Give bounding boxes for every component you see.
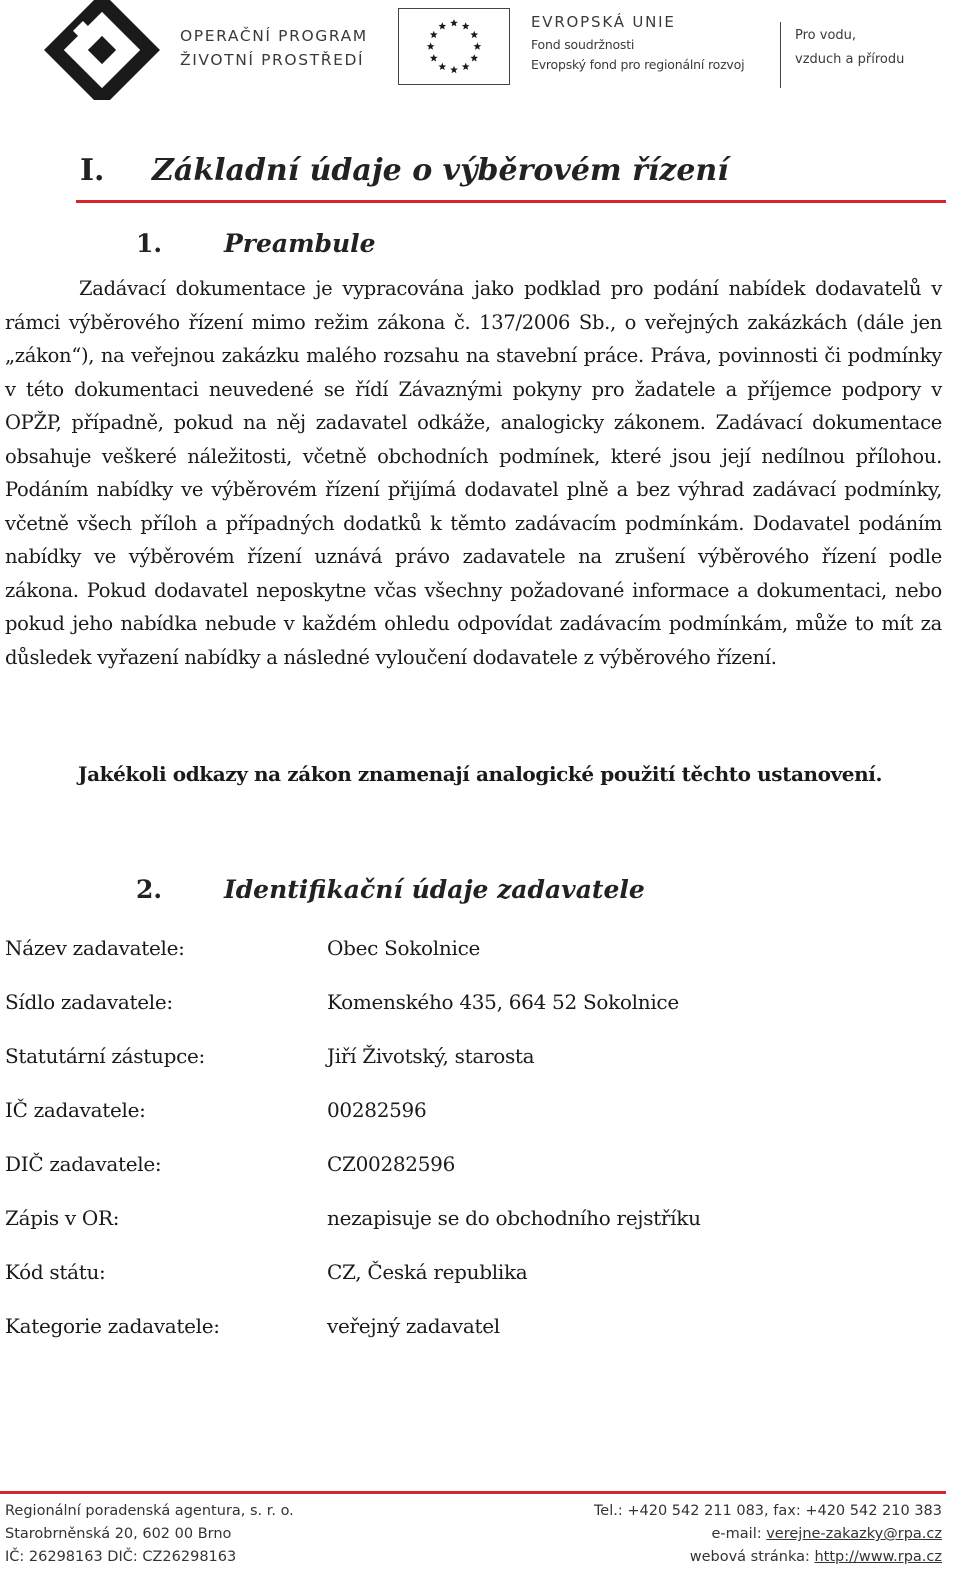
section-heading xyxy=(80,153,729,188)
info-label: Kód státu: xyxy=(5,1260,106,1284)
subsection-title: Preambule xyxy=(224,229,376,258)
section-number: I. xyxy=(80,153,105,188)
footer-phone: Tel.: +420 542 211 083, fax: +420 542 210 383 xyxy=(593,1503,942,1519)
info-row xyxy=(5,1206,945,1260)
footer-rule xyxy=(0,1491,946,1494)
info-row xyxy=(5,1260,945,1314)
info-label: Zápis v OR: xyxy=(5,1206,120,1230)
info-row xyxy=(5,1098,945,1152)
footer-company: Regionální poradenská agentura, s. r. o. xyxy=(5,1503,294,1519)
header-divider xyxy=(780,22,781,88)
info-label: Statutární zástupce: xyxy=(5,1044,205,1068)
eu-star-icon xyxy=(473,42,481,49)
info-value: Obec Sokolnice xyxy=(327,936,481,960)
subsection-heading-identification xyxy=(136,875,645,904)
motto xyxy=(795,24,904,72)
footer-address: Starobrněnská 20, 602 00 Brno xyxy=(5,1526,232,1542)
preamble-paragraph xyxy=(5,272,942,674)
eu-star-icon xyxy=(438,63,446,70)
footer-ids: IČ: 26298163 DIČ: CZ26298163 xyxy=(5,1549,237,1565)
eu-fund-1: Fond soudržnosti xyxy=(531,37,635,52)
eu-star-icon xyxy=(470,31,478,38)
footer-web-line xyxy=(594,1546,942,1569)
document-header xyxy=(0,0,960,110)
footer-email-link[interactable]: verejne-zakazky@rpa.cz xyxy=(766,1526,942,1542)
eu-star-icon xyxy=(430,54,438,61)
info-row xyxy=(5,1044,945,1098)
info-label: Kategorie zadavatele: xyxy=(5,1314,220,1338)
op-line-1: OPERAČNÍ PROGRAM xyxy=(180,27,368,45)
info-value: veřejný zadavatel xyxy=(327,1314,500,1338)
eu-flag-logo xyxy=(398,8,510,85)
subsection-number: 1. xyxy=(136,229,163,258)
info-value: nezapisuje se do obchodního rejstříku xyxy=(327,1206,701,1230)
eu-fund-2: Evropský fond pro regionální rozvoj xyxy=(531,57,745,72)
section-rule xyxy=(76,200,946,203)
footer-email-line xyxy=(594,1523,942,1546)
info-row xyxy=(5,990,945,1044)
preamble-text: Zadávací dokumentace je vypracována jako podklad pro podání nabídek dodavatelů v rámci výběrového řízení mimo režim zákona č. 137/2006 Sb., o veřejných zakázkách (dále jen „zákon“), na veřejnou zakázku malého rozsahu na stavební práce. Práva, povinnosti či podmínky v této dokumentaci neuvedené se řídí Závaznými pokyny pro žadatele a příjemce podpory v OPŽP, případně, pokud na něj zadavatel odkáže, analogicky zákonem. Zadávací dokumentace obsahuje veškeré náležitosti, včetně obchodních podmínek, které jsou její nedílnou přílohou. Podáním nabídky ve výběrovém řízení přijímá dodavatel plně a bez výhrad zadávací podmínky, včetně všech příloh a případných dodatků k těmto zadávacím podmínkám. Dodavatel podáním nabídky ve výběrovém řízení uznává právo zadavatele na zrušení výběrového řízení podle zákona. Pokud dodavatel neposkytne včas všechny požadované informace a dokumentaci, nebo pokud jeho nabídka nebude v každém ohledu odpovídat zadávacím podmínkám, může to mít za důsledek vyřazení nabídky a následné vyloučení dodavatele z výběrového řízení. xyxy=(5,277,942,669)
info-value: Komenského 435, 664 52 Sokolnice xyxy=(327,990,679,1014)
op-line-2: ŽIVOTNÍ PROSTŘEDÍ xyxy=(180,51,365,69)
identification-table xyxy=(5,936,945,1368)
motto-line-1: Pro vodu, xyxy=(795,28,857,43)
eu-funds xyxy=(531,12,744,75)
footer-web-label: webová stránka: xyxy=(689,1549,815,1565)
eu-star-icon xyxy=(462,63,470,70)
info-label: IČ zadavatele: xyxy=(5,1098,146,1122)
preamble-note: Jakékoli odkazy na zákon znamenají analogické použití těchto ustanovení. xyxy=(78,762,883,786)
eu-star-icon xyxy=(462,22,470,29)
footer-company-info xyxy=(5,1500,294,1569)
section-title: Základní údaje o výběrovém řízení xyxy=(152,153,729,188)
info-row xyxy=(5,936,945,990)
eu-star-icon xyxy=(438,22,446,29)
footer-contact-info xyxy=(594,1500,942,1569)
subsection-title: Identifikační údaje zadavatele xyxy=(224,875,645,904)
info-label: Název zadavatele: xyxy=(5,936,185,960)
eu-star-icon xyxy=(430,31,438,38)
info-row xyxy=(5,1152,945,1206)
subsection-number: 2. xyxy=(136,875,163,904)
info-label: Sídlo zadavatele: xyxy=(5,990,173,1014)
eu-star-icon xyxy=(427,42,435,49)
info-row xyxy=(5,1314,945,1368)
subsection-heading-preamble xyxy=(136,229,376,258)
info-value: CZ00282596 xyxy=(327,1152,455,1176)
eu-star-icon xyxy=(450,66,458,73)
info-value: Jiří Životský, starosta xyxy=(327,1044,535,1068)
eu-star-icon xyxy=(450,19,458,26)
info-value: CZ, Česká republika xyxy=(327,1260,528,1284)
info-label: DIČ zadavatele: xyxy=(5,1152,162,1176)
eu-star-icon xyxy=(470,54,478,61)
info-value: 00282596 xyxy=(327,1098,427,1122)
opzp-logo xyxy=(40,0,165,100)
footer-web-link[interactable]: http://www.rpa.cz xyxy=(814,1549,942,1565)
footer-email-label: e-mail: xyxy=(711,1526,767,1542)
op-program-name xyxy=(180,24,368,72)
motto-line-2: vzduch a přírodu xyxy=(795,52,905,67)
eu-title: EVROPSKÁ UNIE xyxy=(531,13,676,31)
